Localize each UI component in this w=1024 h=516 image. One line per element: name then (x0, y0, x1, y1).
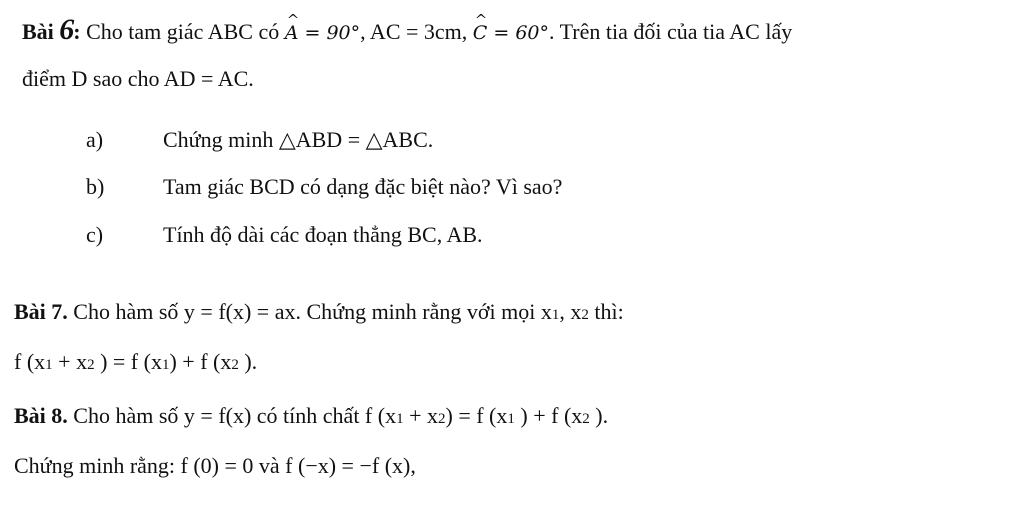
bai7-label: Bài 7. (14, 299, 68, 324)
angle-a: ^ A = 90° (285, 22, 360, 44)
bai7-formula: f (x1 + x2 ) = f (x1) + f (x2 ). (14, 349, 258, 374)
bai8-line-1: Bài 8. Cho hàm số y = f(x) có tính chất f (x1 + x2) = f (x1 ) + f (x2 ). (14, 403, 609, 428)
item-label: b) (86, 174, 105, 199)
bai6-text-1: Cho tam giác ABC có (80, 19, 285, 44)
bai6-text-3: . Trên tia đối của tia AC lấy (549, 19, 793, 44)
item-text: Tính độ dài các đoạn thẳng BC, AB. (163, 222, 483, 247)
bai6-text-2: , AC = 3cm, (360, 19, 473, 44)
bai6-line-1 (22, 13, 793, 47)
bai6-line-2: điểm D sao cho AD = AC. (22, 66, 254, 91)
item-text: Tam giác BCD có dạng đặc biệt nào? Vì sao? (163, 174, 563, 199)
bai7-line-1: Bài 7. Cho hàm số y = f(x) = ax. Chứng minh rằng với mọi x1, x2 thì: (14, 299, 624, 324)
bai8-line-2: Chứng minh rằng: f (0) = 0 và f (−x) = −f (x), (14, 453, 416, 478)
angle-c: ^ C = 60° (473, 22, 549, 44)
item-label: a) (86, 127, 104, 152)
item-text: Chứng minh △ABD = △ABC. (163, 127, 434, 152)
bai8-label: Bài 8. (14, 403, 68, 428)
item-label: c) (86, 222, 104, 247)
bai6-label: Bài 6: (22, 13, 81, 46)
